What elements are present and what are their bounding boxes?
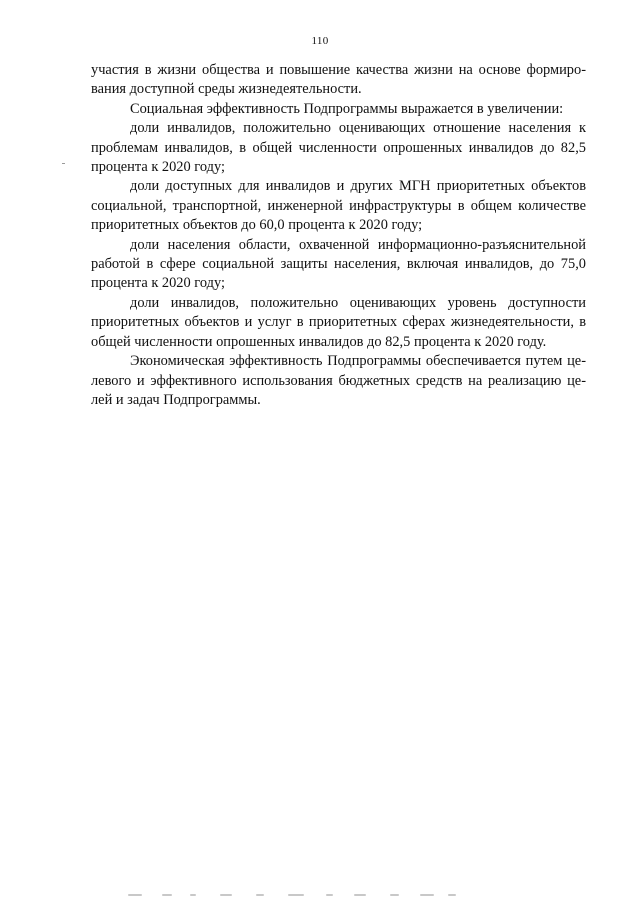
paragraph-item-attitude: доли инвалидов, положительно оценивающих отношение населения к проблемам инвалидов, в общей численности опрошенных инвалидов до 82,5 процента к 2020 году; — [91, 120, 586, 176]
footer-scan-artifact — [128, 894, 458, 897]
margin-mark — [62, 163, 65, 164]
paragraph-economic-effectiveness: Экономическая эффективность Подпрограммы обеспечивается путем це-левого и эффективного использования бюджетных средств на реализацию це-лей и задач Подпрограммы. — [91, 353, 586, 408]
paragraph-item-accessibility-level: доли инвалидов, положительно оценивающих уровень доступности приоритетных объектов и услуг в приоритетных сферах жизнедеятельности, в общей численности опрошенных инвалидов до 82,5 процента к 2020 году. — [91, 294, 586, 350]
paragraph-item-accessible-objects: доли доступных для инвалидов и других МГН приоритетных объектов социальной, транспортной, инженерной инфраструктуры в общем количестве приоритетных объектов до 60,0 процента к 2020 году; — [91, 178, 586, 234]
paragraph-continuation: участия в жизни общества и повышение качества жизни на основе формиро-вания доступной среды жизнедеятельности. — [91, 62, 586, 98]
page-number: 110 — [311, 35, 329, 47]
document-body — [91, 61, 586, 410]
paragraph-social-effectiveness: Социальная эффективность Подпрограммы выражается в увеличении: — [130, 100, 564, 117]
paragraph-item-outreach: доли населения области, охваченной информационно-разъяснительной работой в сфере социальной защиты населения, включая инвалидов, до 75,0 процента к 2020 году; — [91, 236, 586, 292]
